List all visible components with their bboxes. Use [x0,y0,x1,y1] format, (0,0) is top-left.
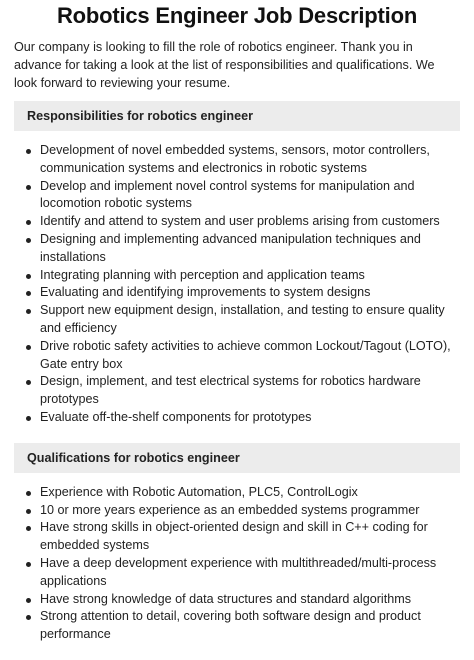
list-item [26,519,460,555]
bullet-icon [26,491,31,496]
bullet-icon [26,416,31,421]
list-item-text: Drive robotic safety activities to achieve common Lockout/Tagout (LOTO), Gate entry box [40,338,451,371]
bullet-icon [26,185,31,190]
list-item [26,484,460,502]
responsibilities-heading: Responsibilities for robotics engineer [14,101,460,131]
list-item [26,373,460,409]
bullet-icon [26,598,31,603]
page-title: Robotics Engineer Job Description [56,3,418,28]
list-item [26,302,460,338]
responsibilities-list [14,142,460,427]
bullet-icon [26,291,31,296]
bullet-icon [26,526,31,531]
list-item [26,178,460,214]
bullet-icon [26,345,31,350]
list-item [26,267,460,285]
list-item [26,213,460,231]
list-item-text: Design, implement, and test electrical systems for robotics hardware prototypes [40,374,421,407]
bullet-icon [26,509,31,514]
qualifications-list [14,484,460,644]
list-item [26,591,460,609]
list-item-text: Designing and implementing advanced manipulation techniques and installations [40,231,421,264]
list-item-text: Support new equipment design, installation, and testing to ensure quality and efficiency [40,303,445,335]
list-item-text: Have strong skills in object-oriented design and skill in C++ coding for embedded systems [40,520,428,553]
list-item [26,284,460,302]
bullet-icon [26,220,31,225]
intro-paragraph: Our company is looking to fill the role of robotics engineer. Thank you in advance for taking a look at the list of responsibilities and qualifications. We look forward to reviewing your resume. [14,40,435,90]
list-item-text: Develop and implement novel control systems for manipulation and locomotion robotic systems [40,178,415,211]
list-item [26,338,460,374]
list-item-text: Have strong knowledge of data structures and standard algorithms [40,591,412,606]
bullet-icon [26,380,31,385]
qualifications-heading: Qualifications for robotics engineer [14,443,460,473]
list-item-text: Identify and attend to system and user problems arising from customers [40,214,440,229]
bullet-icon [26,562,31,567]
bullet-icon [26,274,31,279]
list-item-text: Integrating planning with perception and application teams [40,267,365,282]
list-item-text: Evaluate off-the-shelf components for prototypes [40,409,312,424]
bullet-icon [26,615,31,620]
list-item-text: Strong attention to detail, covering both software design and product performance [40,609,421,642]
list-item-text: Have a deep development experience with multithreaded/multi-process applications [40,555,437,588]
bullet-icon [26,149,31,154]
list-item [26,409,460,427]
list-item-text: Development of novel embedded systems, sensors, motor controllers, communication systems and electronics in robotic systems [40,143,430,175]
list-item-text: Experience with Robotic Automation, PLC5, ControlLogix [40,484,358,499]
list-item [26,608,460,644]
list-item [26,502,460,520]
list-item [26,142,460,178]
list-item [26,231,460,267]
list-item-text: Evaluating and identifying improvements to system designs [40,285,371,300]
list-item [26,555,460,591]
bullet-icon [26,309,31,314]
bullet-icon [26,238,31,243]
list-item-text: 10 or more years experience as an embedded systems programmer [40,502,420,517]
